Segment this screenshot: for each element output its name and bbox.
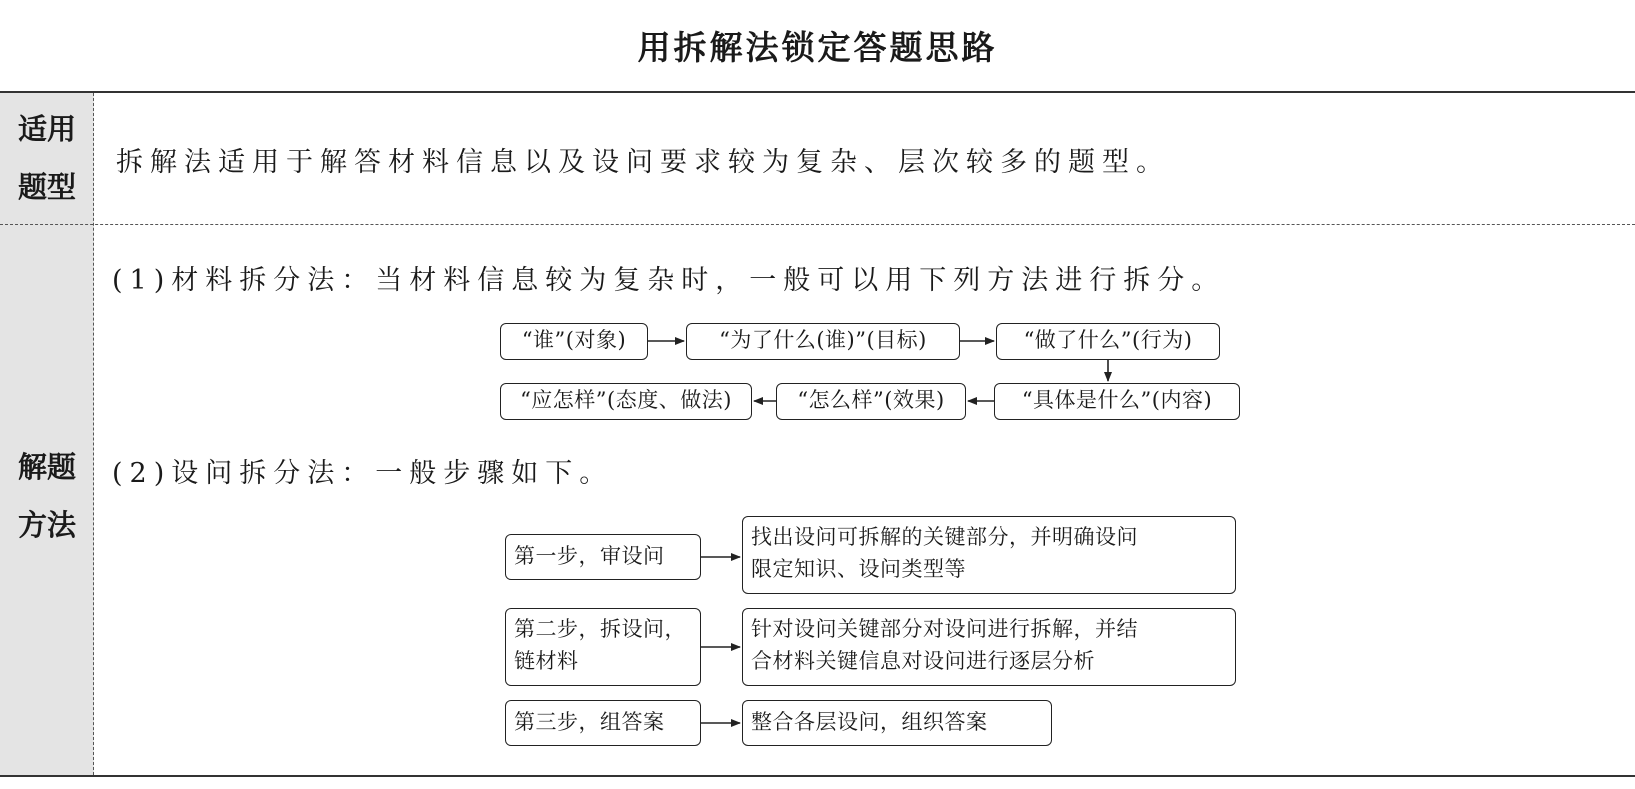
step-box-3	[505, 700, 701, 746]
flow-box-attitude: “应怎样”(态度、做法)	[500, 383, 752, 420]
flow-box-goal: “为了什么(谁)”(目标)	[686, 323, 960, 360]
step-line: 链材料	[514, 649, 579, 673]
section-label-applicable-types	[0, 100, 94, 216]
label-line: 题型	[17, 170, 76, 204]
label-line: 适用	[17, 112, 76, 146]
table-bottom-rule	[0, 775, 1635, 777]
page-title: 用拆解法锁定答题思路	[637, 28, 998, 67]
material-method-heading: (1)材料拆分法：当材料信息较为复杂时，一般可以用下列方法进行拆分。	[112, 265, 1226, 296]
flow-box-action: “做了什么”(行为)	[996, 323, 1220, 360]
detail-box-2	[742, 608, 1236, 686]
step-line: 第三步，组答案	[514, 710, 665, 734]
flow-box-content: “具体是什么”(内容)	[994, 383, 1240, 420]
detail-line: 限定知识、设问类型等	[751, 557, 966, 581]
detail-box-1	[742, 516, 1236, 594]
detail-line: 合材料关键信息对设问进行逐层分析	[751, 649, 1095, 673]
step-box-1	[505, 534, 701, 580]
flow-box-who: “谁”(对象)	[500, 323, 648, 360]
detail-box-3	[742, 700, 1052, 746]
step-line: 第二步，拆设问，	[514, 617, 686, 641]
detail-line: 针对设问关键部分对设问进行拆解，并结	[751, 617, 1138, 641]
table-top-rule	[0, 91, 1635, 93]
section-divider	[0, 224, 1635, 225]
label-line: 解题	[17, 450, 76, 484]
detail-line: 找出设问可拆解的关键部分，并明确设问	[751, 525, 1138, 549]
flow-box-effect: “怎么样”(效果)	[776, 383, 966, 420]
step-line: 第一步，审设问	[514, 544, 665, 568]
applicable-types-text: 拆解法适用于解答材料信息以及设问要求较为复杂、层次较多的题型。	[116, 147, 1170, 178]
detail-line: 整合各层设问，组织答案	[751, 710, 988, 734]
step-box-2	[505, 608, 701, 686]
label-line: 方法	[17, 508, 76, 542]
question-method-heading: (2)设问拆分法：一般步骤如下。	[112, 458, 614, 489]
section-label-methods	[0, 438, 94, 554]
